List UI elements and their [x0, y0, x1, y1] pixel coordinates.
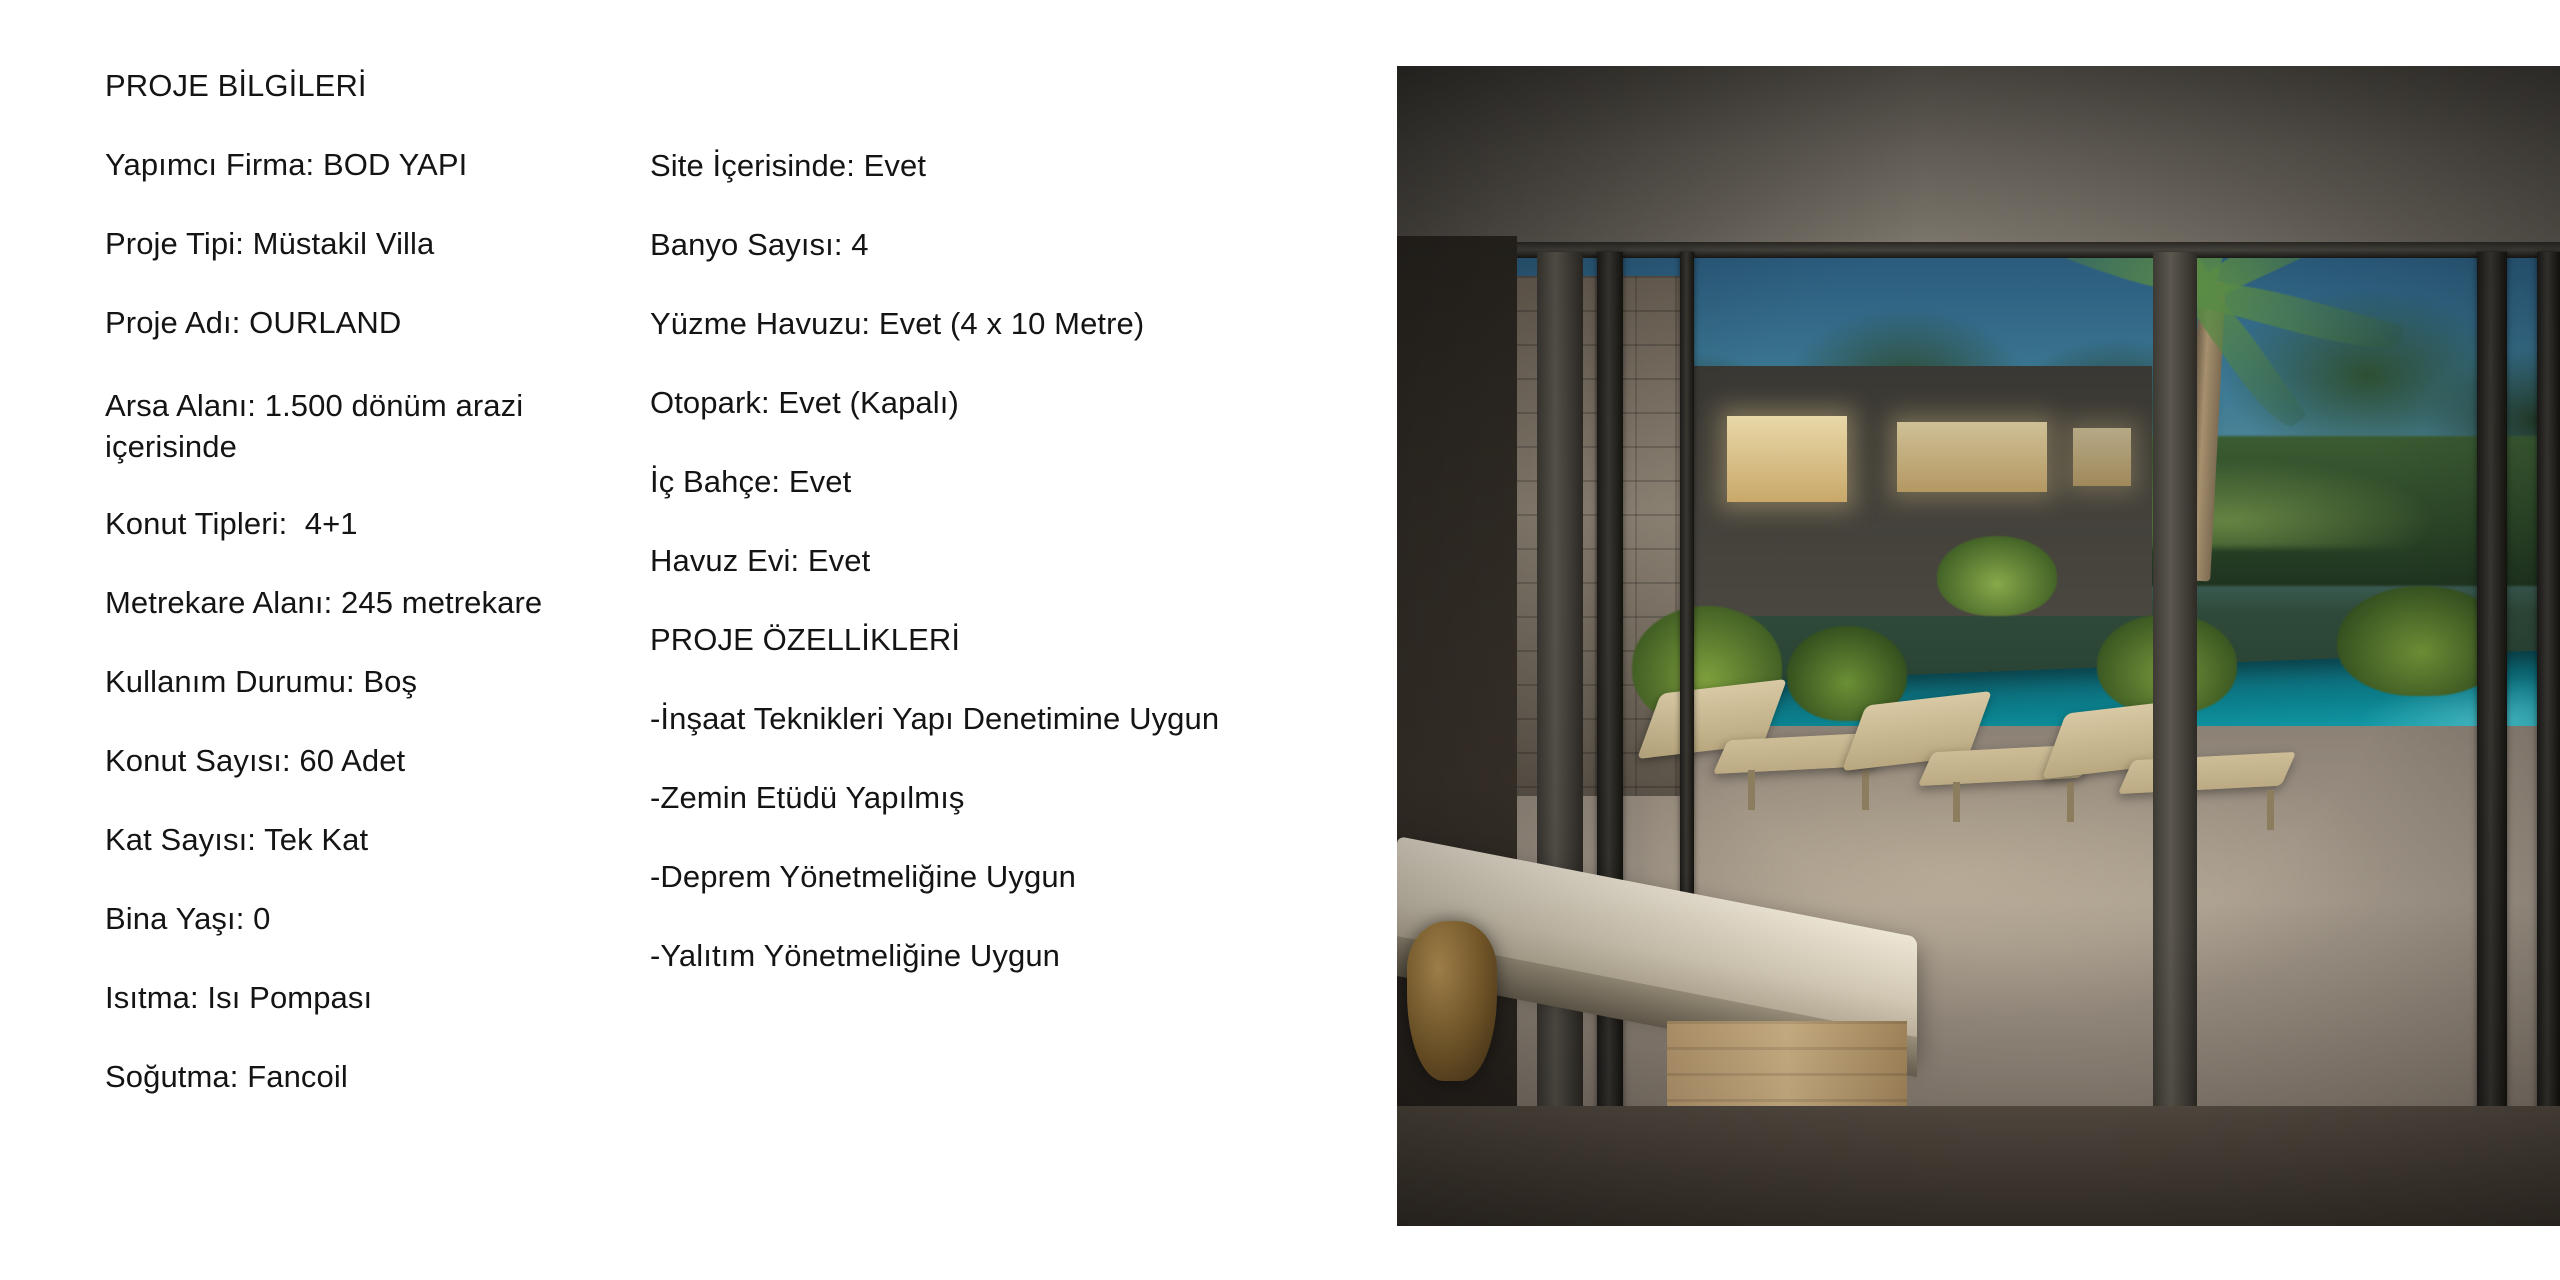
decorative-vase	[1407, 921, 1497, 1081]
lit-window	[1897, 422, 2047, 492]
structural-pillar	[1537, 252, 1583, 1226]
info-item-square-meters: Metrekare Alanı: 245 metrekare	[105, 584, 543, 620]
lit-window	[1727, 416, 1847, 502]
info-item-building-age: Bina Yaşı: 0	[105, 900, 271, 936]
info-item-project-name: Proje Adı: OURLAND	[105, 305, 402, 340]
villa-render-photo	[1397, 66, 2560, 1226]
window-mullion	[1597, 252, 1623, 1226]
right-column	[650, 150, 1310, 1019]
window-mullion	[2537, 252, 2560, 1226]
info-item-inner-garden: İç Bahçe: Evet	[650, 464, 852, 499]
info-item-pool-house: Havuz Evi: Evet	[650, 543, 871, 578]
info-item-bathroom-count: Banyo Sayısı: 4	[650, 227, 869, 262]
info-item-unit-types: Konut Tipleri: 4+1	[105, 505, 358, 541]
info-item-in-compound: Site İçerisinde: Evet	[650, 148, 927, 183]
info-item-heating: Isıtma: Isı Pompası	[105, 979, 373, 1015]
right-column-heading: PROJE ÖZELLİKLERİ	[650, 622, 961, 657]
feature-soil-survey: -Zemin Etüdü Yapılmış	[650, 780, 965, 815]
window-mullion	[2477, 252, 2507, 1226]
left-column-heading: PROJE BİLGİLERİ	[105, 68, 367, 103]
villa-render-illustration	[1397, 66, 2560, 1226]
feature-earthquake-compliance: -Deprem Yönetmeliğine Uygun	[650, 859, 1077, 894]
interior-floor	[1397, 1106, 2560, 1226]
feature-insulation-compliance: -Yalıtım Yönetmeliğine Uygun	[650, 938, 1061, 973]
palm-crown	[2197, 271, 2199, 273]
info-item-swimming-pool: Yüzme Havuzu: Evet (4 x 10 Metre)	[650, 306, 1145, 341]
info-item-project-type: Proje Tipi: Müstakil Villa	[105, 226, 435, 261]
structural-pillar	[2153, 252, 2197, 1226]
info-item-usage-status: Kullanım Durumu: Boş	[105, 663, 418, 699]
lit-window	[2073, 428, 2131, 486]
info-item-cooling: Soğutma: Fancoil	[105, 1058, 348, 1094]
shrub-plant	[1937, 536, 2057, 616]
info-item-unit-count: Konut Sayısı: 60 Adet	[105, 742, 406, 778]
info-item-land-area: Arsa Alanı: 1.500 dönüm arazi içerisinde	[105, 388, 532, 464]
info-item-builder: Yapımcı Firma: BOD YAPI	[105, 147, 468, 182]
left-column	[105, 70, 650, 1140]
ceiling-shading	[1397, 66, 2560, 251]
info-item-parking: Otopark: Evet (Kapalı)	[650, 385, 959, 420]
info-item-floor-count: Kat Sayısı: Tek Kat	[105, 821, 369, 857]
feature-construction-compliance: -İnşaat Teknikleri Yapı Denetimine Uygun	[650, 701, 1220, 736]
